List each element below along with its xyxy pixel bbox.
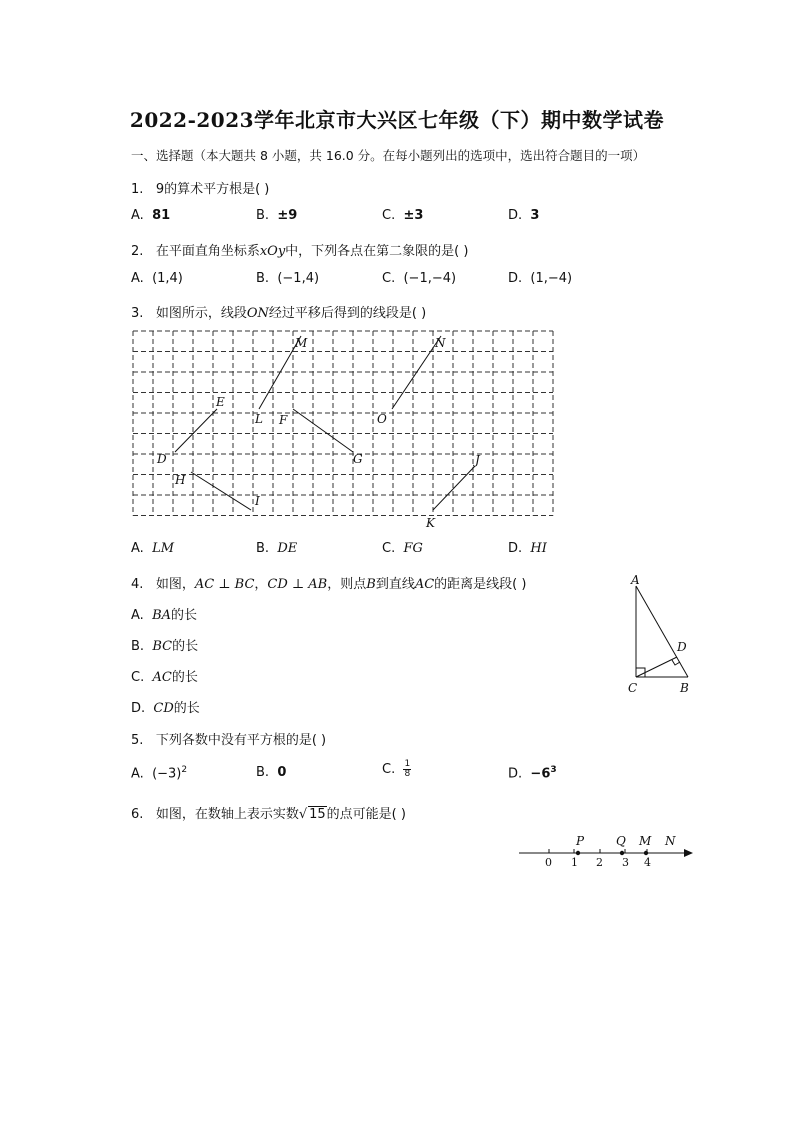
point-Q bbox=[620, 851, 624, 855]
option-value: (−3) bbox=[152, 766, 182, 782]
option-letter: A. bbox=[131, 271, 144, 286]
q1-option-a[interactable] bbox=[131, 208, 170, 223]
q4-text-pre: 如图， bbox=[155, 577, 195, 592]
option-letter: B. bbox=[256, 765, 270, 780]
q4-condition-2: CD ⊥ AB bbox=[267, 577, 328, 592]
label-A: A bbox=[631, 573, 640, 587]
point-M bbox=[644, 851, 648, 855]
q4-point: B bbox=[366, 577, 376, 592]
option-value: −6 bbox=[530, 766, 551, 782]
option-letter: B. bbox=[256, 541, 270, 556]
label-O: O bbox=[377, 412, 387, 426]
option-value: 3 bbox=[530, 208, 540, 223]
option-letter: A. bbox=[131, 608, 144, 623]
q4-text-post: 的距离是线段( ) bbox=[434, 577, 527, 592]
option-suffix: 的长 bbox=[171, 608, 198, 623]
q1-option-d[interactable] bbox=[508, 208, 539, 223]
label-J: J bbox=[475, 453, 480, 467]
label-D: D bbox=[677, 640, 687, 654]
q2-option-c[interactable] bbox=[382, 271, 456, 286]
option-letter: D. bbox=[508, 271, 523, 286]
q3-number: 3. bbox=[131, 306, 144, 321]
option-value: 0 bbox=[277, 765, 287, 780]
q4-option-c[interactable] bbox=[131, 666, 198, 685]
q5-option-b[interactable] bbox=[256, 765, 286, 780]
q6-text-post: 的点可能是( ) bbox=[326, 807, 406, 822]
segment-JK bbox=[433, 466, 475, 510]
q4-line: AC bbox=[414, 577, 435, 592]
axis-arrow-icon bbox=[684, 849, 693, 857]
question-1 bbox=[131, 178, 269, 197]
q6-number-line bbox=[515, 830, 700, 872]
option-value: (1,−4) bbox=[530, 271, 573, 286]
q4-text-mid: ，则点 bbox=[327, 577, 367, 592]
label-K: K bbox=[426, 516, 435, 530]
q1-option-c[interactable] bbox=[382, 208, 423, 223]
option-letter: D. bbox=[508, 208, 523, 223]
label-B: B bbox=[680, 681, 689, 695]
option-letter: A. bbox=[131, 208, 144, 223]
q4-option-d[interactable] bbox=[131, 697, 200, 716]
q5-option-a[interactable] bbox=[131, 765, 187, 781]
q5-option-d[interactable] bbox=[508, 765, 557, 781]
q6-text-pre: 如图，在数轴上表示实数 bbox=[155, 807, 299, 822]
option-letter: B. bbox=[256, 208, 270, 223]
option-suffix: 的长 bbox=[171, 670, 198, 685]
q2-variable: xOy bbox=[259, 244, 286, 259]
q3-text-pre: 如图所示，线段 bbox=[155, 306, 247, 321]
label-I: I bbox=[255, 494, 260, 508]
side-AB bbox=[636, 586, 688, 677]
option-value: AC bbox=[152, 670, 172, 685]
label-P: P bbox=[576, 834, 585, 848]
segment-HI bbox=[191, 472, 251, 510]
q2-text-pre: 在平面直角坐标系 bbox=[155, 244, 260, 259]
option-value: 81 bbox=[152, 208, 171, 223]
q3-grid-figure bbox=[128, 326, 568, 532]
option-value: BC bbox=[152, 639, 173, 654]
q3-variable: ON bbox=[246, 306, 269, 321]
label-M: M bbox=[639, 834, 652, 848]
option-suffix: 的长 bbox=[172, 639, 199, 654]
q4-condition-1: AC ⊥ BC bbox=[194, 577, 255, 592]
sqrt-radicand: 15 bbox=[309, 807, 326, 822]
option-value: BA bbox=[152, 608, 172, 623]
section-heading: 一、选择题（本大题共 8 小题，共 16.0 分。在每小题列出的选项中，选出符合题目的一项） bbox=[131, 148, 646, 163]
option-value: CD bbox=[153, 701, 174, 716]
tick-3: 3 bbox=[622, 856, 629, 869]
q3-option-c[interactable] bbox=[382, 541, 423, 556]
dashed-grid bbox=[133, 331, 553, 516]
q6-number: 6. bbox=[131, 807, 144, 822]
q5-option-c[interactable] bbox=[382, 760, 411, 779]
q3-option-b[interactable] bbox=[256, 541, 297, 556]
q2-option-b[interactable] bbox=[256, 271, 319, 286]
option-exponent: 3 bbox=[550, 765, 557, 775]
sqrt-sign: √ bbox=[298, 807, 308, 822]
label-L: L bbox=[255, 412, 263, 426]
option-letter: D. bbox=[508, 766, 523, 782]
label-G: G bbox=[353, 452, 363, 466]
fraction-denominator: 8 bbox=[404, 769, 411, 779]
right-angle-C bbox=[636, 668, 645, 677]
q1-number: 1. bbox=[131, 182, 144, 197]
option-letter: A. bbox=[131, 541, 144, 556]
figure-segments bbox=[175, 336, 475, 510]
q3-option-d[interactable] bbox=[508, 541, 547, 556]
option-letter: C. bbox=[382, 208, 396, 223]
option-value: ±3 bbox=[403, 208, 424, 223]
label-E: E bbox=[216, 395, 225, 409]
segment-DE bbox=[175, 409, 217, 452]
q1-option-b[interactable] bbox=[256, 208, 297, 223]
fraction bbox=[403, 760, 411, 779]
label-N: N bbox=[665, 834, 676, 848]
option-value: DE bbox=[277, 541, 298, 556]
segment-FG bbox=[293, 409, 353, 452]
label-H: H bbox=[175, 473, 186, 487]
q2-option-a[interactable] bbox=[131, 271, 183, 286]
option-value: ±9 bbox=[277, 208, 298, 223]
segment-CD bbox=[636, 657, 677, 677]
option-letter: C. bbox=[382, 271, 396, 286]
option-value: (−1,4) bbox=[277, 271, 320, 286]
q2-text-post: 中，下列各点在第二象限的是( ) bbox=[285, 244, 469, 259]
label-D: D bbox=[157, 452, 167, 466]
option-letter: B. bbox=[131, 639, 145, 654]
option-letter: C. bbox=[382, 541, 396, 556]
q4-text-mid2: 到直线 bbox=[375, 577, 415, 592]
q4-number: 4. bbox=[131, 577, 144, 592]
option-value: (−1,−4) bbox=[403, 271, 457, 286]
question-2 bbox=[131, 240, 468, 259]
axis-ticks bbox=[549, 849, 647, 853]
fraction-numerator: 1 bbox=[404, 759, 411, 769]
option-value: LM bbox=[152, 541, 175, 556]
question-3 bbox=[131, 302, 426, 321]
option-letter: C. bbox=[131, 670, 145, 685]
question-4 bbox=[131, 573, 526, 592]
label-C: C bbox=[628, 681, 638, 695]
q3-option-a[interactable] bbox=[131, 541, 174, 556]
point-P bbox=[576, 851, 580, 855]
option-letter: A. bbox=[131, 766, 144, 782]
option-value: (1,4) bbox=[152, 271, 183, 286]
q1-text: 9的算术平方根是( ) bbox=[155, 182, 270, 197]
option-value: FG bbox=[403, 541, 423, 556]
option-letter: D. bbox=[131, 701, 146, 716]
option-value: HI bbox=[530, 541, 547, 556]
option-letter: D. bbox=[508, 541, 523, 556]
q2-option-d[interactable] bbox=[508, 271, 572, 286]
triangle-lines bbox=[636, 586, 688, 677]
question-6 bbox=[131, 803, 406, 822]
label-Q: Q bbox=[616, 834, 626, 848]
option-letter: C. bbox=[382, 762, 396, 777]
option-exponent: 2 bbox=[181, 765, 188, 775]
label-M: M bbox=[295, 336, 308, 350]
q5-number: 5. bbox=[131, 733, 144, 748]
question-5 bbox=[131, 729, 326, 748]
q5-text: 下列各数中没有平方根的是( ) bbox=[155, 733, 327, 748]
q2-number: 2. bbox=[131, 244, 144, 259]
tick-4: 4 bbox=[644, 856, 651, 869]
option-letter: B. bbox=[256, 271, 270, 286]
q4-option-a[interactable] bbox=[131, 604, 197, 623]
page-title: 2022-2023学年北京市大兴区七年级（下）期中数学试卷 bbox=[129, 108, 665, 132]
label-F: F bbox=[279, 413, 288, 427]
option-suffix: 的长 bbox=[173, 701, 200, 716]
q4-option-b[interactable] bbox=[131, 635, 198, 654]
q4-triangle-figure bbox=[620, 570, 700, 700]
tick-1: 1 bbox=[571, 856, 578, 869]
tick-2: 2 bbox=[596, 856, 603, 869]
label-N: N bbox=[435, 336, 446, 350]
q4-comma: ， bbox=[254, 577, 268, 592]
q3-text-post: 经过平移后得到的线段是( ) bbox=[268, 306, 427, 321]
tick-0: 0 bbox=[545, 856, 552, 869]
